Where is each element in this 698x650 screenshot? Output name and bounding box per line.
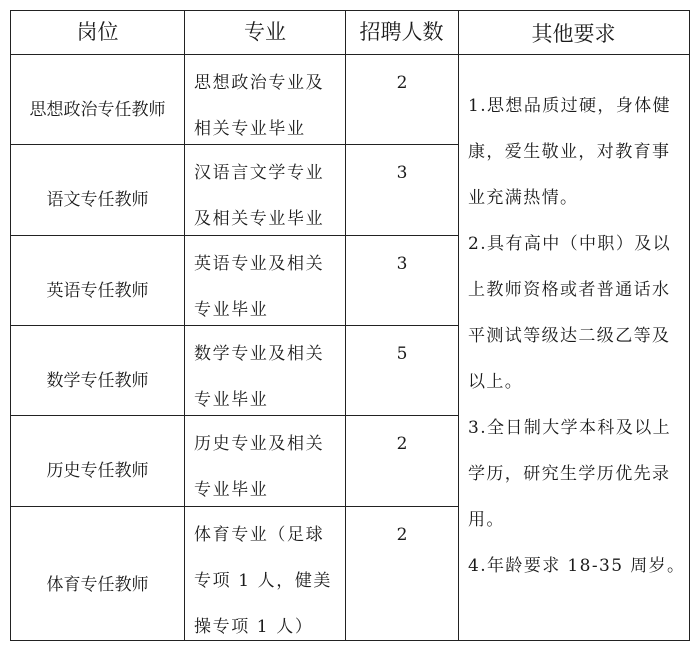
count-cell: 3 [396, 163, 408, 183]
position-cell: 英语专任教师 [46, 281, 149, 301]
table-border-bottom [10, 640, 689, 641]
requirements-cell [468, 83, 685, 589]
table-border-right [689, 10, 690, 641]
position-cell: 语文专任教师 [46, 190, 149, 210]
major-cell [194, 331, 324, 423]
major-line: 汉语言文学专业 [194, 163, 325, 183]
major-line: 专业毕业 [194, 480, 269, 500]
count-cell: 2 [396, 434, 408, 454]
requirement-line: 业充满热情。 [468, 188, 579, 208]
requirement-line: 4.年龄要求 18-35 周岁。 [468, 556, 686, 576]
header-requirements: 其他要求 [531, 22, 616, 46]
col-divider [345, 10, 346, 641]
requirement-line: 学历，研究生学历优先录 [468, 464, 671, 484]
major-line: 专项 1 人，健美 [194, 571, 333, 591]
major-line: 历史专业及相关 [194, 434, 325, 454]
major-line: 操专项 1 人） [194, 617, 314, 637]
major-line: 思想政治专业及 [194, 73, 325, 93]
major-line: 及相关专业毕业 [194, 209, 325, 229]
requirement-line: 康，爱生敬业，对教育事 [468, 142, 671, 162]
header-position: 岗位 [76, 20, 119, 44]
major-line: 专业毕业 [194, 390, 269, 410]
major-cell [194, 421, 324, 513]
position-cell: 数学专任教师 [46, 371, 149, 391]
major-cell [194, 241, 324, 333]
header-major: 专业 [244, 20, 286, 44]
requirement-line: 用。 [468, 510, 505, 530]
major-line: 英语专业及相关 [194, 254, 325, 274]
position-cell: 体育专任教师 [46, 575, 149, 595]
col-divider [458, 10, 459, 641]
count-cell: 5 [396, 344, 408, 364]
major-cell [194, 512, 332, 650]
requirement-line: 平测试等级达二级乙等及 [468, 326, 671, 346]
major-cell [194, 60, 324, 152]
header-divider [10, 54, 689, 55]
count-cell: 2 [396, 525, 408, 545]
header-count: 招聘人数 [359, 20, 444, 44]
major-cell [194, 150, 324, 242]
position-cell: 历史专任教师 [46, 461, 149, 481]
requirement-line: 以上。 [468, 372, 524, 392]
major-line: 体育专业（足球 [194, 525, 325, 545]
major-line: 相关专业毕业 [194, 119, 306, 139]
count-cell: 2 [396, 73, 408, 93]
requirement-line: 1.思想品质过硬，身体健 [468, 96, 672, 116]
major-line: 专业毕业 [194, 300, 269, 320]
position-cell: 思想政治专任教师 [29, 100, 166, 120]
requirement-line: 上教师资格或者普通话水 [468, 280, 671, 300]
count-cell: 3 [396, 254, 408, 274]
requirement-line: 3.全日制大学本科及以上 [468, 418, 672, 438]
requirement-line: 2.具有高中（中职）及以 [468, 234, 672, 254]
table-border-top [10, 10, 689, 11]
major-line: 数学专业及相关 [194, 344, 325, 364]
